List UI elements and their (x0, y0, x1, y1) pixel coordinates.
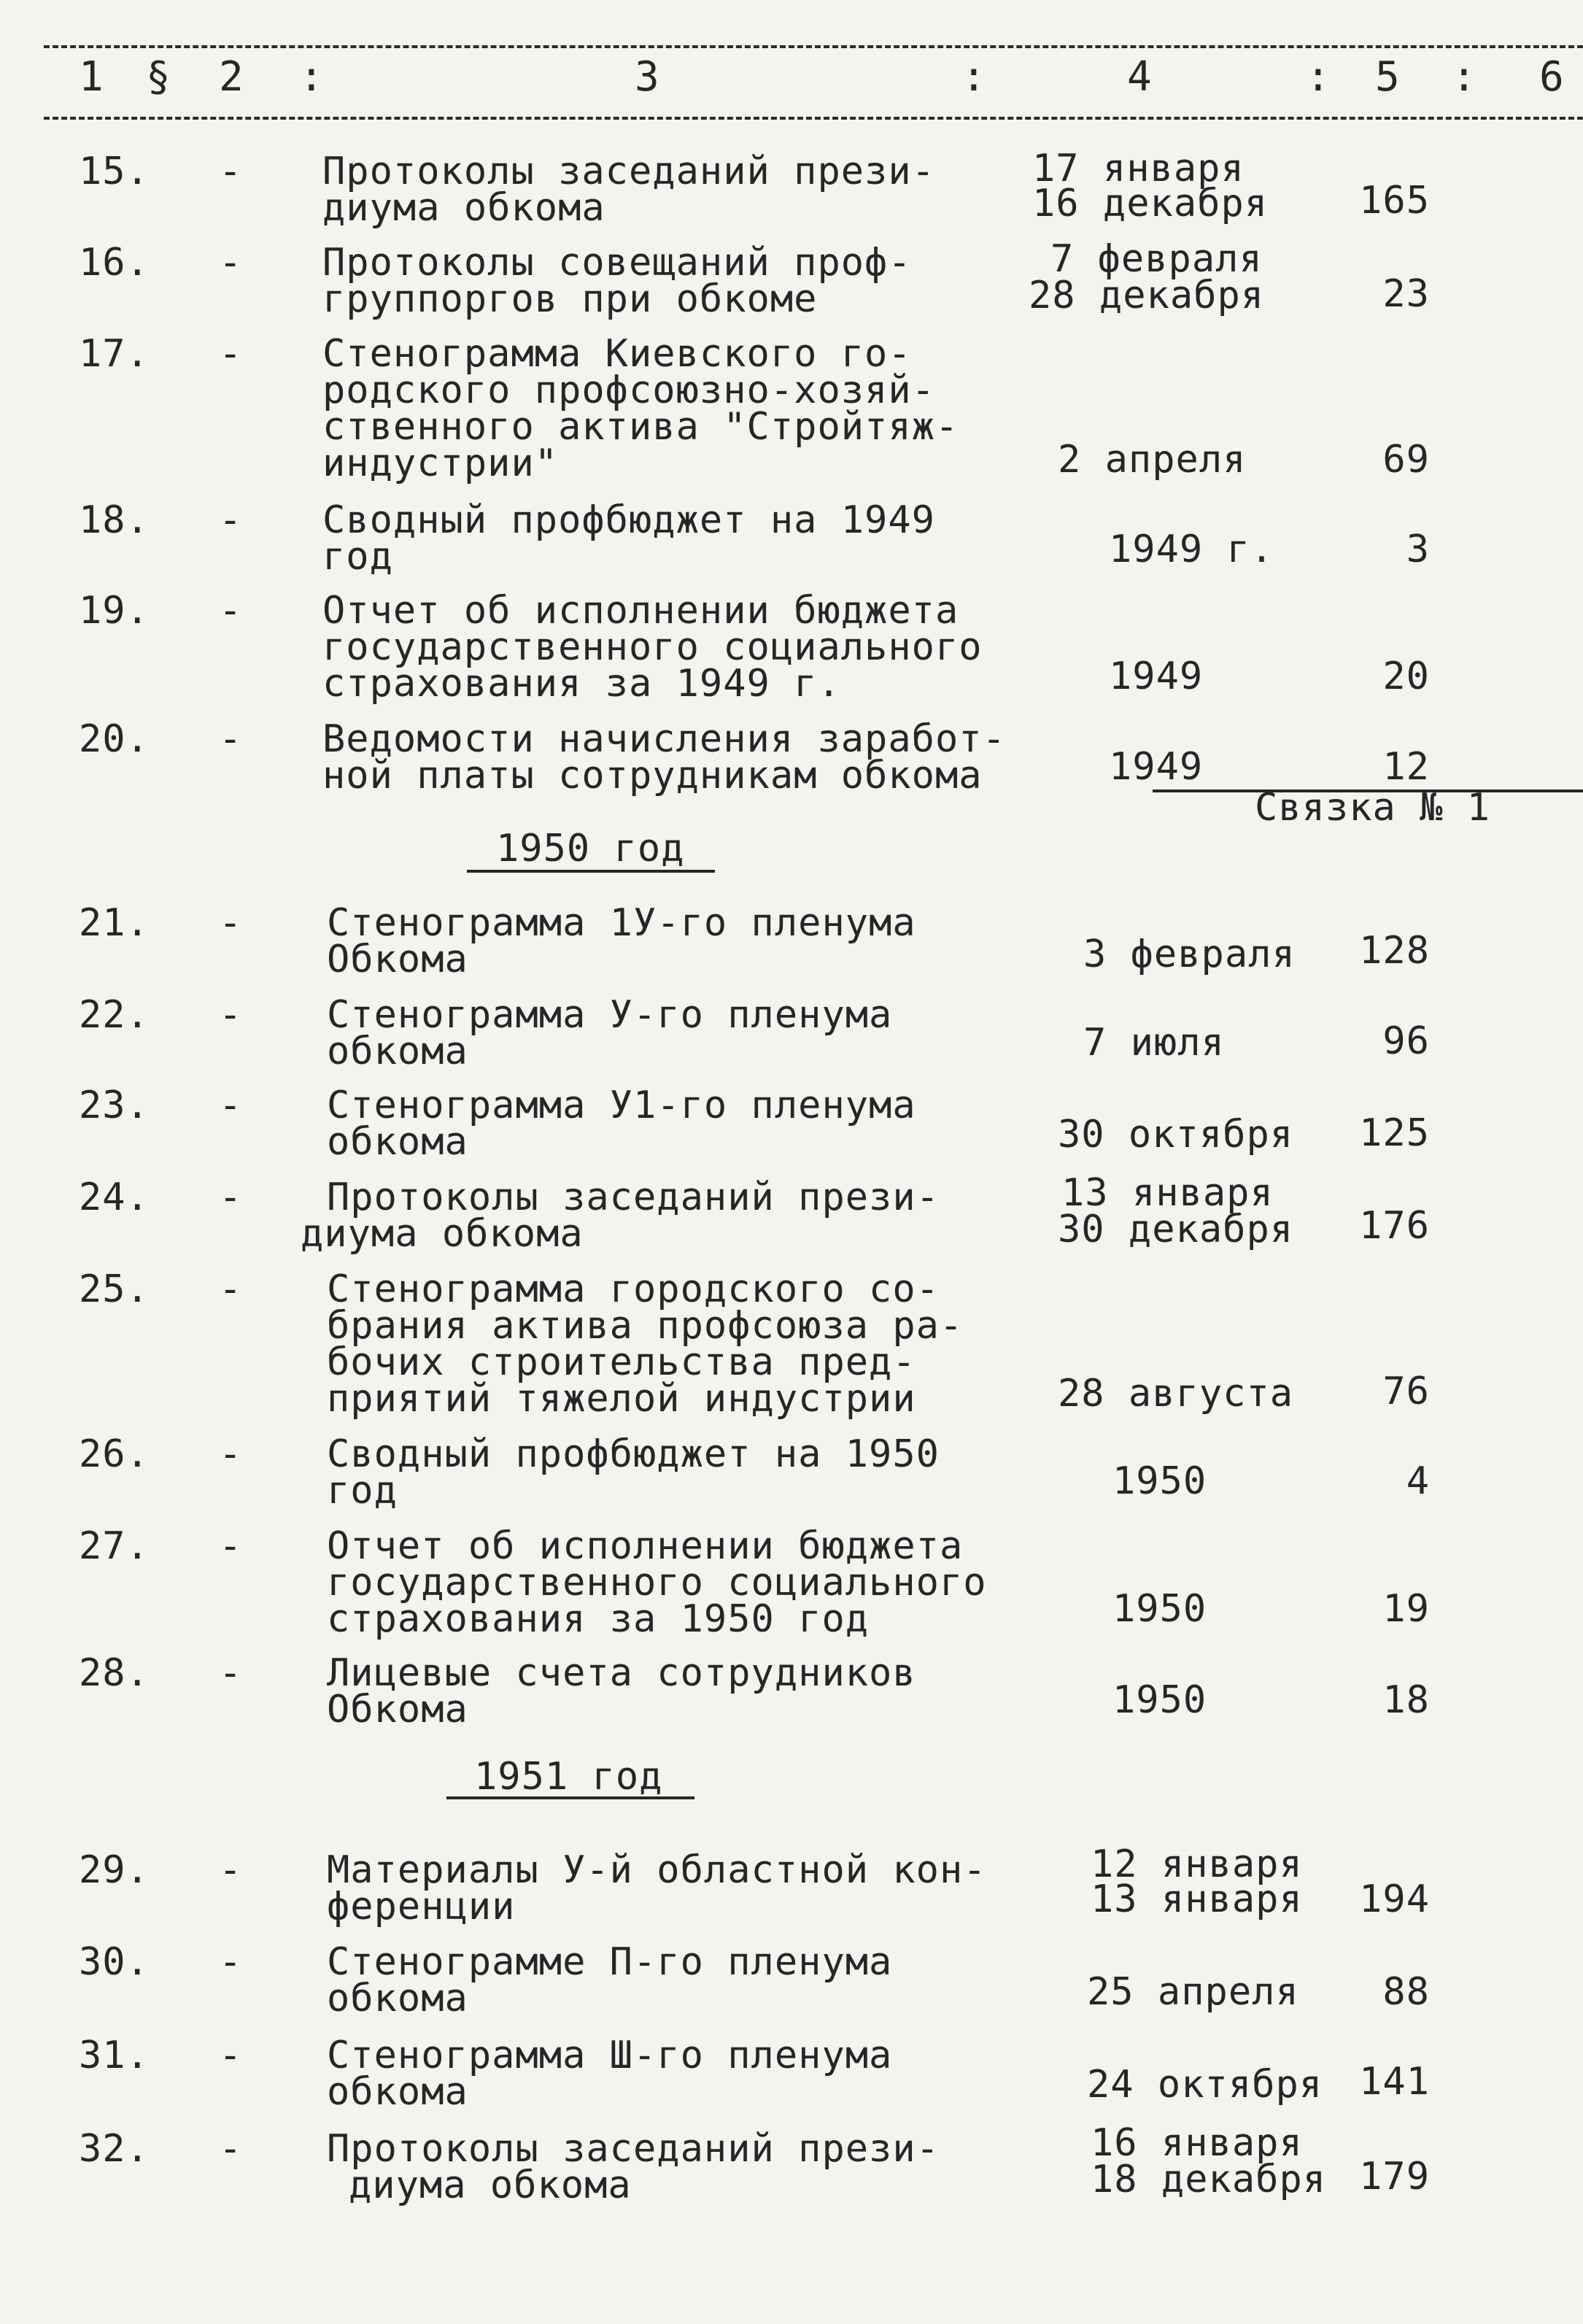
row-title-line: обкома (327, 1120, 468, 1164)
row-date-line: 18 декабря (1091, 2158, 1327, 2201)
row-dash: - (219, 901, 243, 945)
row-number: 19. (79, 589, 150, 633)
row-dash: - (219, 498, 243, 542)
row-dash: - (219, 717, 243, 761)
row-sheet-count: 19 (1382, 1587, 1430, 1631)
row-title-line: государственного социального (322, 625, 983, 669)
header-col6: 6 (1539, 53, 1564, 101)
row-sheet-count: 4 (1406, 1459, 1430, 1503)
row-date-line: 25 апреля (1087, 1970, 1299, 2014)
row-sheet-count: 23 (1382, 272, 1430, 316)
row-dash: - (219, 1940, 243, 1984)
row-title-line: диума обкома (322, 186, 605, 230)
row-sheet-count: 18 (1382, 1678, 1430, 1722)
row-number: 23. (79, 1084, 150, 1127)
row-title-line: Стенограмма Ш-го пленума (327, 2034, 893, 2077)
row-dash: - (219, 1175, 243, 1219)
header-col5: 5 (1375, 53, 1400, 101)
row-title-line: страхования за 1950 год (327, 1597, 870, 1641)
header-sep2: : (299, 53, 324, 101)
row-title-line: Лицевые счета сотрудников (327, 1651, 916, 1695)
row-title-line: Ведомости начисления заработ- (322, 717, 1006, 761)
row-number: 20. (79, 717, 150, 761)
row-date-line: 24 октября (1087, 2063, 1323, 2107)
row-number: 30. (79, 1940, 150, 1984)
row-title-line: ной платы сотрудникам обкома (322, 754, 983, 798)
row-number: 22. (79, 993, 150, 1037)
header-col4: 4 (1127, 53, 1152, 101)
row-sheet-count: 69 (1382, 438, 1430, 482)
row-date-line: 30 октября (1058, 1113, 1294, 1157)
row-dash: - (219, 241, 243, 285)
row-date-line: 1950 (1112, 1587, 1207, 1631)
row-dash: - (219, 1432, 243, 1476)
row-title-line: ференции (327, 1885, 516, 1929)
row-title-line: Протоколы заседаний прези- (327, 1175, 940, 1219)
row-title-line: Стенограмма городского со- (327, 1267, 940, 1311)
row-title-line: Стенограмма 1У-го пленума (327, 901, 916, 945)
row-title-line: обкома (327, 1977, 468, 2020)
row-date-line: 7 июля (1083, 1021, 1225, 1065)
row-number: 28. (79, 1651, 150, 1695)
row-date-line: 2 апреля (1058, 438, 1247, 482)
row-title-line: государственного социального (327, 1561, 987, 1605)
row-title-line: год (327, 1469, 398, 1513)
row-sheet-count: 176 (1359, 1204, 1430, 1248)
row-title-line: Стенограмма Киевского го- (322, 332, 912, 376)
row-title-line: Протоколы заседаний прези- (327, 2127, 940, 2171)
row-title-line: год (322, 535, 393, 579)
row-dash: - (219, 2034, 243, 2077)
row-date-line: 28 августа (1058, 1372, 1294, 1416)
row-dash: - (219, 589, 243, 633)
row-date-line: 1949 (1109, 745, 1204, 789)
row-number: 15. (79, 150, 150, 193)
section-heading-1950-underline (467, 870, 715, 873)
row-title-line: Сводный профбюджет на 1950 (327, 1432, 940, 1476)
row-date-line: 16 декабря (1032, 182, 1269, 225)
row-title-line: Обкома (327, 1688, 468, 1732)
header-top-dashed-rule (44, 45, 1583, 48)
row-date-line: 13 января (1061, 1171, 1274, 1215)
row-title-line: группоргов при обкоме (322, 277, 818, 321)
row-title-line: родского профсоюзно-хозяй- (322, 368, 935, 412)
row-number: 16. (79, 241, 150, 285)
row-title-line: приятий тяжелой индустрии (327, 1377, 916, 1421)
row-date-line: 1949 г. (1109, 528, 1274, 571)
row-number: 29. (79, 1848, 150, 1892)
header-bottom-dashed-rule (44, 117, 1583, 120)
row-title-line: Стенограмма У1-го пленума (327, 1084, 916, 1127)
row-date-line: 17 января (1032, 147, 1245, 190)
row-title-line: Стенограмме П-го пленума (327, 1940, 893, 1984)
row-title-line: обкома (327, 1030, 468, 1073)
row-sheet-count: 96 (1382, 1019, 1430, 1063)
section-heading-1951: 1951 год (474, 1755, 663, 1799)
row-title-line: индустрии" (322, 441, 559, 485)
row-date-line: 30 декабря (1058, 1208, 1294, 1251)
row-date-line: 16 января (1091, 2121, 1303, 2165)
row-title-line: Протоколы заседаний прези- (322, 150, 935, 193)
row-dash: - (219, 332, 243, 376)
row-date-line: 1950 (1112, 1459, 1207, 1503)
row-number: 21. (79, 901, 150, 945)
row-sheet-count: 20 (1382, 655, 1430, 698)
row-date-line: 1950 (1112, 1678, 1207, 1722)
row-sheet-count: 125 (1359, 1111, 1430, 1155)
header-sep1: § (146, 53, 171, 101)
row-sheet-count: 76 (1382, 1370, 1430, 1413)
row-number: 25. (79, 1267, 150, 1311)
row-title-line: диума обкома (301, 1212, 584, 1256)
row-number: 32. (79, 2127, 150, 2171)
header-sep4: : (1306, 53, 1331, 101)
header-col1: 1 (79, 53, 104, 101)
row-sheet-count: 194 (1359, 1877, 1430, 1921)
row-sheet-count: 3 (1406, 528, 1430, 571)
row-title-line: Протоколы совещаний проф- (322, 241, 912, 285)
row-sheet-count: 165 (1359, 179, 1430, 223)
row-date-line: 1949 (1109, 655, 1204, 698)
row-dash: - (219, 1084, 243, 1127)
row-date-line: 28 декабря (1029, 274, 1265, 317)
row-title-line: Отчет об исполнении бюджета (327, 1524, 964, 1568)
row-dash: - (219, 1524, 243, 1568)
row-number: 26. (79, 1432, 150, 1476)
row-dash: - (219, 1267, 243, 1311)
header-col3: 3 (635, 53, 659, 101)
row-number: 24. (79, 1175, 150, 1219)
row-dash: - (219, 1651, 243, 1695)
row-sheet-count: 128 (1359, 929, 1430, 973)
row-title-line: Обкома (327, 938, 468, 981)
row-number: 27. (79, 1524, 150, 1568)
row-number: 18. (79, 498, 150, 542)
row-number: 31. (79, 2034, 150, 2077)
header-col2: 2 (219, 53, 244, 101)
row-title-line: Материалы У-й областной кон- (327, 1848, 987, 1892)
row-title-line: Сводный профбюджет на 1949 (322, 498, 935, 542)
row-dash: - (219, 1848, 243, 1892)
row-dash: - (219, 2127, 243, 2171)
row-title-line: страхования за 1949 г. (322, 662, 841, 706)
row-date-line: 13 января (1091, 1877, 1303, 1921)
row-dash: - (219, 993, 243, 1037)
header-sep5: : (1452, 53, 1476, 101)
row-title-line: бочих строительства пред- (327, 1340, 916, 1384)
row-number: 17. (79, 332, 150, 376)
row-title-line: брания актива профсоюза ра- (327, 1304, 964, 1348)
row-date-line: 3 февраля (1083, 933, 1296, 976)
row-title-line: обкома (327, 2070, 468, 2114)
row-title-line: ственного актива "Стройтяж- (322, 405, 959, 449)
row-title-line: Отчет об исполнении бюджета (322, 589, 959, 633)
row-sheet-count: 179 (1359, 2155, 1430, 2198)
section-heading-1950: 1950 год (496, 827, 685, 870)
row-sheet-count: 12 (1382, 745, 1430, 789)
row-date-line: 12 января (1091, 1842, 1303, 1886)
row-title-line: диума обкома (349, 2163, 632, 2207)
row-sheet-count: 88 (1382, 1970, 1430, 2014)
row-title-line: Стенограмма У-го пленума (327, 993, 893, 1037)
row-date-line: 7 февраля (1050, 237, 1263, 281)
bundle-label: Связка № 1 (1255, 786, 1491, 830)
row-sheet-count: 141 (1359, 2060, 1430, 2104)
header-sep3: : (961, 53, 986, 101)
section-heading-1951-underline (446, 1796, 694, 1799)
row-dash: - (219, 150, 243, 193)
